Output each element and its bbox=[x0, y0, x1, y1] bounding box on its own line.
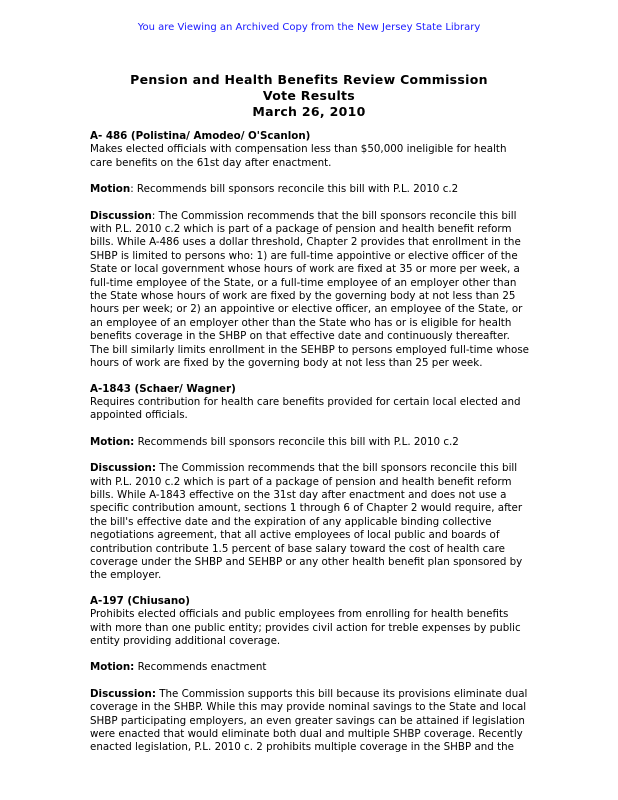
bill-discussion bbox=[90, 210, 530, 371]
title-line-date: March 26, 2010 bbox=[252, 104, 366, 119]
document-body bbox=[90, 130, 530, 767]
bill-section-a197 bbox=[90, 595, 530, 755]
title-line-vote-results: Vote Results bbox=[262, 88, 356, 103]
bill-motion bbox=[90, 183, 530, 196]
motion-label: Motion: bbox=[90, 435, 135, 448]
bill-discussion bbox=[90, 688, 530, 755]
discussion-text: : The Commission recommends that the bill sponsors reconcile this bill with P.L. 2010 c.2 which is part of a package of pension and health benefit reform bills. While A-486 uses a dollar threshold, Chapter 2 provides that enrollment in the SHBP is limited to persons who: 1) are full-time appointive or elective officer of the State or local government whose hours of work are fixed at 35 or more per week, a full-time employee of the State, or a full-time employee of an employer other than the State whose hours of work are fixed by the governing body at not less than 25 hours per week; or 2) an appointive or elective officer, an employee of the State, or an employee of an employer other than the State who has or is eligible for health benefits coverage in the SHBP on that effective date and continuously thereafter. The bill similarly limits enrollment in the SEHBP to persons employed full-time whose hours of work are fixed by the governing body at not less than 25 per week. bbox=[90, 209, 530, 370]
bill-heading: A-197 (Chiusano) bbox=[90, 594, 190, 607]
bill-heading: A-1843 (Schaer/ Wagner) bbox=[90, 382, 236, 395]
motion-text: : Recommends bill sponsors reconcile this bill with P.L. 2010 c.2 bbox=[130, 183, 459, 196]
bill-motion bbox=[90, 661, 530, 674]
discussion-label: Discussion bbox=[90, 209, 152, 222]
discussion-text: The Commission recommends that the bill sponsors reconcile this bill with P.L. 2010 c.2 which is part of a package of pension and health benefit reform bills. While A-1843 effective on the 31st day after enactment and does not use a specific contribution amount, sections 1 through 6 of Chapter 2 would require, after the bill's effective date and the expiration of any applicable binding collective negotiations agreement, that all active employees of local public and boards of contribution contribute 1.5 percent of base salary toward the cost of health care coverage under the SHBP and SEHBP or any other health benefit plan sponsored by the employer. bbox=[90, 462, 523, 582]
title-line-commission: Pension and Health Benefits Review Commission bbox=[130, 72, 488, 87]
archive-banner: You are Viewing an Archived Copy from the New Jersey State Library bbox=[137, 22, 481, 33]
discussion-label: Discussion: bbox=[90, 462, 156, 475]
motion-label: Motion: bbox=[90, 661, 135, 674]
motion-text: Recommends bill sponsors reconcile this bill with P.L. 2010 c.2 bbox=[134, 435, 459, 448]
discussion-text: The Commission supports this bill because its provisions eliminate dual coverage in the SHBP. While this may provide nominal savings to the State and local SHBP participating employers, an even greater savings can be attained if legislation were enacted that would eliminate both dual and multiple SHBP coverage. Recently enacted legislation, P.L. 2010 c. 2 prohibits multiple coverage in the SHBP and the bbox=[90, 687, 528, 754]
motion-label: Motion bbox=[90, 183, 131, 196]
bill-discussion bbox=[90, 462, 530, 583]
discussion-label: Discussion: bbox=[90, 687, 156, 700]
motion-text: Recommends enactment bbox=[134, 661, 267, 674]
bill-summary: Makes elected officials with compensation less than $50,000 ineligible for health care benefits on the 61st day after enactment. bbox=[90, 143, 507, 169]
bill-motion bbox=[90, 436, 530, 449]
bill-section-a486 bbox=[90, 130, 530, 371]
bill-summary: Prohibits elected officials and public employees from enrolling for health benefits with more than one public entity; provides civil action for treble expenses by public entity providing additional coverage. bbox=[90, 608, 521, 647]
bill-heading: A- 486 (Polistina/ Amodeo/ O'Scanlon) bbox=[90, 130, 311, 142]
bill-summary: Requires contribution for health care benefits provided for certain local elected and appointed officials. bbox=[90, 395, 521, 422]
document-title bbox=[0, 72, 618, 120]
bill-section-a1843 bbox=[90, 383, 530, 583]
